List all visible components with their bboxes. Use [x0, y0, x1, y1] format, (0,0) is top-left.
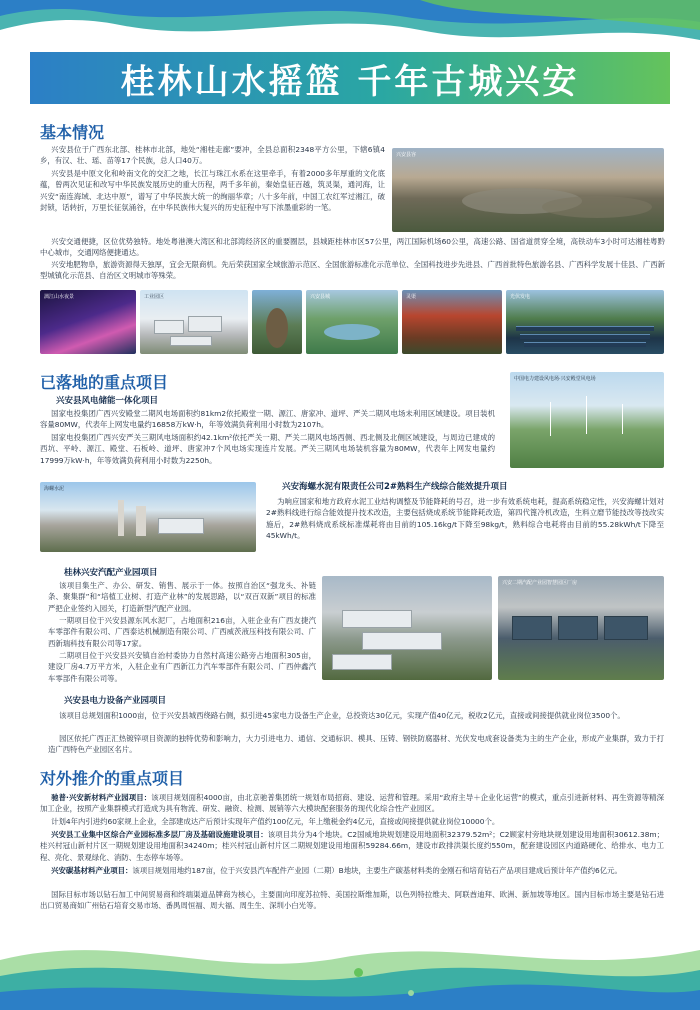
promote-item-3-text: 该项目规划用地约187亩，位于兴安县汽车配件产业园（二期）B地块，主要生产碳基材料类的金刚石和培育钻石产品项目建成后预计年产值约6亿元。	[132, 866, 622, 875]
photo-caption: 中国电力建设风电场·兴安殿堂风电场	[514, 376, 596, 382]
county-panorama-photo	[392, 148, 664, 232]
electric-project-title: 兴安县电力设备产业园项目	[64, 696, 167, 706]
auto-paragraph-1: 该项目集生产、办公、研发、销售、展示于一体。按照自治区“强龙头、补链条、聚集群”和“培植工业树、打造产业林”的发展思路，以“双百双新”项目的标准严把企业签约入园关，打造新型汽配产业园。	[48, 581, 316, 613]
basic-paragraph-4: 兴安地肥物阜，旅游资源得天独厚，宜会无限商机。先后荣获国家全域旅游示范区、全国旅游标准化示范单位、全国科技进步先进县、广西首批特色旅游名县、广西科学发展十佳县、广西新型城镇化示范县、自治区文明城市等殊荣。	[40, 260, 665, 281]
section-title-promote: 对外推介的重点项目	[40, 769, 185, 788]
photo-caption: 海螺水泥	[44, 486, 65, 492]
bottom-wave-decoration	[0, 920, 700, 1010]
basic-paragraph-3: 兴安交通便捷，区位优势独特。地处粤港澳大湾区和北部湾经济区的重要圈层，县城距桂林市区57公里，两江国际机场60公里，高速公路、国省道贯穿全境，高铁动车3小时可达湘桂粤黔中心城市，交通网络便捷通达。	[40, 237, 665, 258]
lingqu-canal-photo	[402, 290, 502, 354]
decor-dot	[408, 990, 414, 996]
wind-paragraph-1: 国家电投集团广西兴安殿堂二期风电场面积约81km2依托殿堂一期、源江、唐家冲、道坪、严关二期风电场未利用区域建设。项目装机容量80MW，代表年上网发电量约16858万kW·h，年等效满负荷利用小时数为2107h。	[40, 409, 495, 430]
wind-paragraph-2: 国家电投集团广西兴安严关三期风电场面积约42.1km²依托严关一期、严关二期风电场西侧、西北侧及北侧区域建设，与周边已建成的西坑、平岭、源江、殿堂、石板岭、道坪、唐家冲7个风电场实现连片发展。严关三期风电场装机容量为80MW，代表年上网发电量约17999万kW·h，年等效满负荷利用小时数为2250h。	[40, 433, 495, 465]
industrial-park-photo	[140, 290, 248, 354]
decor-dot	[354, 968, 363, 977]
promote-paragraph-2: 计划4年内引进约60家规上企业，全部建成达产后预计实现年产值约100亿元，年上缴税金约4亿元，直接或间接提供就业岗位10000个。	[51, 817, 500, 826]
page-title: 桂林山水摇篮 千年古城兴安	[120, 61, 580, 102]
title-banner	[30, 52, 670, 104]
karst-rock-photo	[252, 290, 302, 354]
promote-item-1-heading: 驰普·兴安新材料产业园项目：	[51, 793, 152, 802]
photo-caption: 兴安二期汽配产业园智慧园区厂房	[502, 580, 578, 586]
promote-item-2-text: 该项目共分为4个地块。C2国威地块规划建设用地面积32379.52m²；C2顾家村旁地块规划建设用地面积30612.38m；桂兴村冠山新村片区一期规划建设用地面积34240m；桂兴村冠山新村片区二期规划建设用地面积59284.66m，建设市政排洪渠长度约550m，配套建设园区内道路硬化、给排水、电力工程、亮化、景观绿化、消防、生态停车场等。	[40, 830, 664, 862]
basic-paragraph-1: 兴安县位于广西东北部、桂林市北部，地处“湘桂走廊”要冲，全县总面积2348平方公里，下辖6镇4乡，有汉、壮、瑶、苗等17个民族，总人口40万。	[40, 145, 385, 166]
cement-paragraph-1: 为响应国家和地方政府水泥工业结构调整及节能降耗的号召，进一步有效系统电耗，提高系统稳定性，兴安海螺计划对2#熟料线进行综合能效提升技术改造，主要包括烧成系统节能降耗改造，第四代篦冷机改造，生料立磨节能技改等技改实施后，2#熟料烧成系统标准煤耗将由目前的105.16kg/t下降至98kg/t，熟料综合电耗将由目前的55.28kWh/t下降至45kWh/t。	[266, 497, 664, 541]
promote-paragraph-1	[40, 792, 664, 815]
promote-paragraph-5: 国际目标市场以钻石加工中间贸易商和终端渠道品牌商为核心，主要面向印度苏拉特、美国拉斯维加斯，以色列特拉维夫、阿联酋迪拜、欧洲、新加坡等地区。国内目标市场主要是钻石进出口贸易商如广州钻石培育交易市场、番禺周恒福、周大福、周生生、深圳小白光等。	[40, 890, 664, 911]
photo-caption: 灵渠	[406, 294, 417, 300]
electric-paragraph-1: 该项目总规划面积1000亩，位于兴安县城西绕路右侧，拟引进45家电力设备生产企业，总投资达30亿元，实现产值40亿元，税收2亿元，直接或间接提供就业岗位3500个。	[59, 711, 625, 720]
wind-farm-photo	[510, 372, 664, 468]
auto-paragraph-3: 二期项目位于兴安县兴安镇自治村委协力自然村高速公路旁占地面积305亩，建设厂房4.7万平方米，入驻企业有广西新江力汽车零部件有限公司、广西仲鑫汽车零部件有限公司等。	[48, 651, 316, 683]
promote-item-2-heading: 兴安县工业集中区综合产业园标准多层厂房及基础设施建设项目：	[51, 830, 268, 839]
photo-caption: 漓江山水夜景	[44, 294, 75, 300]
photo-caption: 光伏发电	[510, 294, 531, 300]
promote-item-3-heading: 兴安碳基材料产业项目：	[51, 866, 133, 875]
promote-item-1-text: 该项目规划面积4000亩，由北京驰普集团统一规划布局招商、建设、运营和管理。采用“政府主导＋企业化运营”的模式，重点引进新材料、再生资源等精深加工企业，按照产业集群模式打造成为具有物流、研发、融资、检测、展销等六大模块配套服务的现代化综合性产业园区。	[40, 793, 664, 814]
section-title-basic: 基本情况	[40, 123, 105, 142]
section-title-landed: 已落地的重点项目	[40, 373, 169, 392]
auto-park-phase1-photo	[322, 576, 492, 680]
auto-paragraph-2: 一期项目位于兴安县源东风水泥厂，占地面积216亩，入驻企业有广西友捷汽车零部件有限公司、广西泰达机械制造有限公司、广西威茨液压科技有限公司、广西新瑞科技有限公司等17家。	[48, 616, 316, 648]
county-town-photo	[306, 290, 398, 354]
wind-project-title: 兴安县风电储能一体化项目	[56, 396, 159, 406]
cement-plant-photo	[40, 482, 256, 552]
electric-paragraph-2: 园区依托广西正汇热镀锌项目资源的独特优势和影响力，大力引进电力、通信、交通标识、模具、压铸、钢铁防腐器材、光伏发电成套设备类为主的生产企业，形成产业集群，致力于打造广西特色产业园区名片。	[48, 734, 664, 755]
auto-park-phase2-photo	[498, 576, 664, 680]
cement-project-title: 兴安海螺水泥有限责任公司2#熟料生产线综合能效提升项目	[282, 482, 508, 492]
auto-parts-project-title: 桂林兴安汽配产业园项目	[64, 568, 158, 578]
photo-caption: 工业园区	[144, 294, 165, 300]
photo-caption: 兴安县城	[310, 294, 331, 300]
night-landscape-photo	[40, 290, 136, 354]
promote-paragraph-4	[40, 865, 664, 876]
solar-power-photo	[506, 290, 664, 354]
promote-paragraph-3	[40, 829, 664, 863]
basic-paragraph-2: 兴安县是中原文化和岭南文化的交汇之地，长江与珠江水系在这里牵手，有着2000多年厚重的文化底蕴，曾两次见证和改写中华民族发展历史的重大历程，两千多年前，秦始皇征百越，筑灵渠，通河海，让兴安“南连海域、北达中原”，谱写了中华民族大统一的绚丽华章；八十多年前，中国工农红军过湘江，破封锁，话转折，万里长征氛涌谷，在中华民族伟大复兴的历史征程中写下浓墨重彩的一笔。	[40, 169, 385, 213]
photo-caption: 兴安县容	[396, 152, 417, 158]
